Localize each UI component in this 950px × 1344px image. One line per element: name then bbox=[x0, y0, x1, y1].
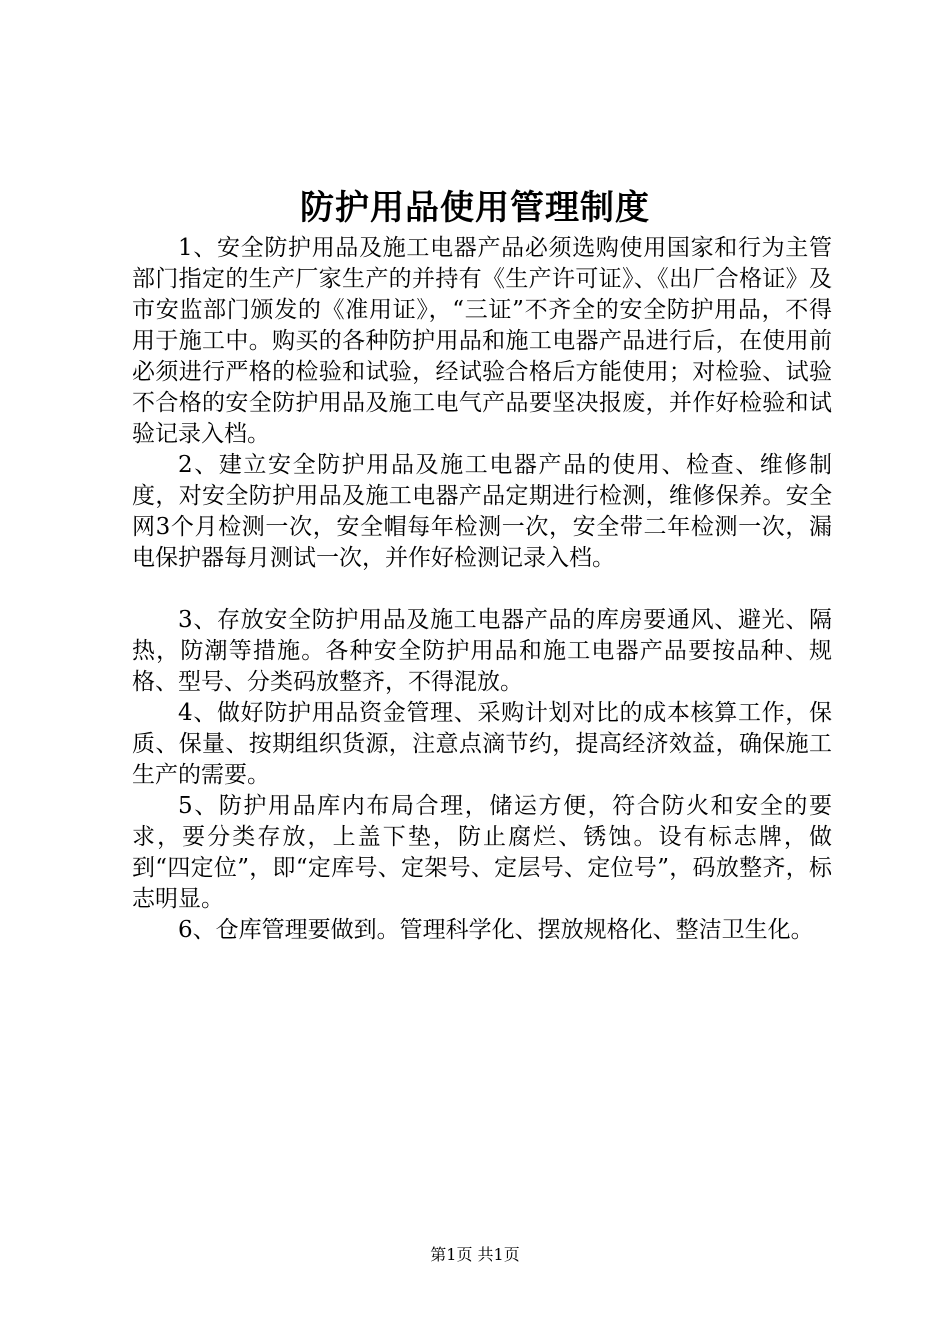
paragraph-1: 1、安全防护用品及施工电器产品必须选购使用国家和行为主管部门指定的生产厂家生产的并持有《生产许可证》、《出厂合格证》及市安监部门颁发的《准用证》，“三证”不齐全的安全防护用品，不得用于施工中。购买的各种防护用品和施工电器产品进行后，在使用前必须进行严格的检验和试验，经试验合格后方能使用；对检验、试验不合格的安全防护用品及施工电气产品要坚决报废，并作好检验和试验记录入档。 bbox=[132, 235, 832, 447]
page-footer: 第1页 共1页 bbox=[430, 1245, 520, 1264]
paragraph-4: 4、做好防护用品资金管理、采购计划对比的成本核算工作，保质、保量、按期组织货源，注意点滴节约，提高经济效益，确保施工生产的需要。 bbox=[132, 700, 832, 788]
document-title: 防护用品使用管理制度 bbox=[300, 188, 650, 228]
paragraph-2: 2、建立安全防护用品及施工电器产品的使用、检查、维修制度，对安全防护用品及施工电器产品定期进行检测，维修保养。安全网3个月检测一次，安全帽每年检测一次，安全带二年检测一次，漏电保护器每月测试一次，并作好检测记录入档。 bbox=[132, 452, 832, 571]
paragraph-5: 5、防护用品库内布局合理，储运方便，符合防火和安全的要求，要分类存放，上盖下垫，防止腐烂、锈蚀。设有标志牌，做到“四定位”，即“定库号、定架号、定层号、定位号”，码放整齐，标志明显。 bbox=[132, 793, 832, 912]
paragraph-6: 6、仓库管理要做到。管理科学化、摆放规格化、整洁卫生化。 bbox=[178, 917, 814, 943]
paragraph-3: 3、存放安全防护用品及施工电器产品的库房要通风、避光、隔热，防潮等措施。各种安全防护用品和施工电器产品要按品种、规格、型号、分类码放整齐，不得混放。 bbox=[132, 607, 832, 695]
document-body bbox=[132, 233, 832, 946]
